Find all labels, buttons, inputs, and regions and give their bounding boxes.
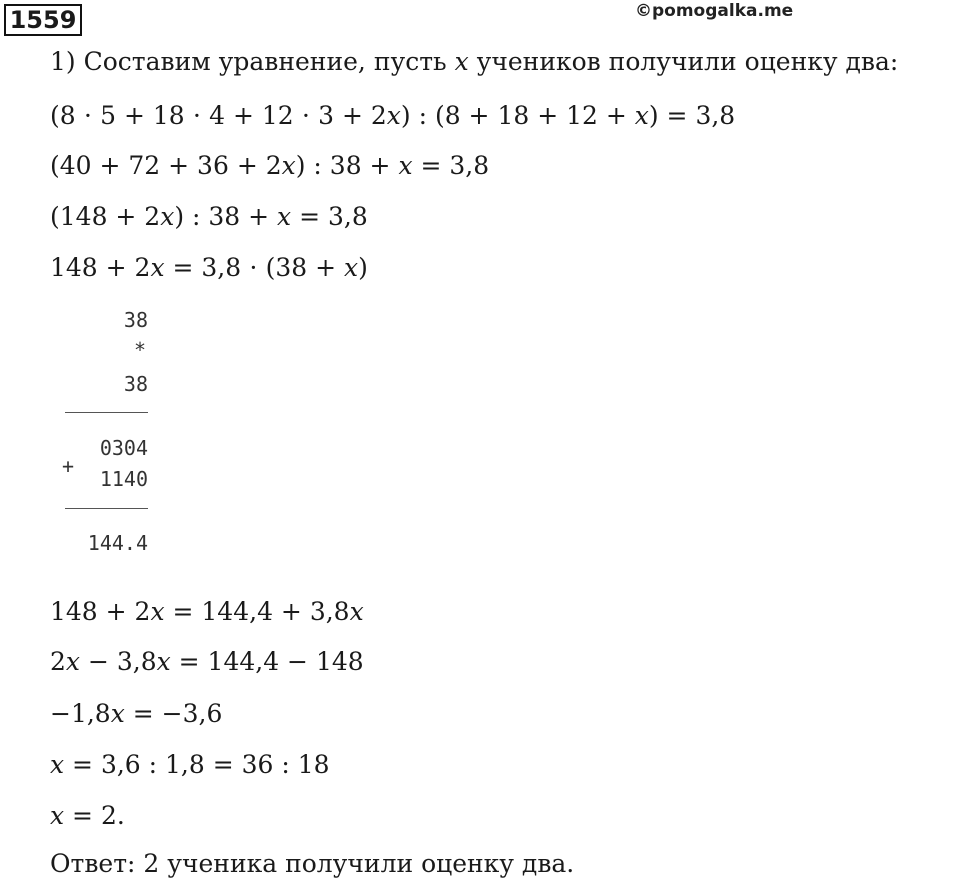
multiply-sign: *	[133, 338, 146, 362]
equation-line-6: 148 + 2𝑥 = 144,4 + 3,8𝑥	[50, 597, 364, 626]
calc-rule-2	[65, 508, 148, 509]
partial-product-1: 0304	[99, 436, 148, 460]
column-multiplication	[60, 305, 160, 565]
partial-product-2: 1140	[99, 467, 148, 491]
text-line-1: 1) Составим уравнение, пусть 𝑥 учеников получили оценку два:	[50, 47, 899, 76]
factor-2: 38	[123, 372, 148, 396]
equation-line-2: (8 ⋅ 5 + 18 ⋅ 4 + 12 ⋅ 3 + 2𝑥) : (8 + 18 + 12 + 𝑥) = 3,8	[50, 101, 736, 130]
calc-rule-1	[65, 412, 148, 413]
equation-line-4: (148 + 2𝑥) : 38 + 𝑥 = 3,8	[50, 202, 368, 231]
plus-sign: +	[62, 454, 75, 478]
equation-line-8: −1,8𝑥 = −3,6	[50, 699, 223, 728]
equation-line-9: 𝑥 = 3,6 : 1,8 = 36 : 18	[50, 750, 330, 779]
equation-line-10: 𝑥 = 2.	[50, 801, 125, 830]
watermark: ©pomogalka.me	[635, 1, 794, 21]
problem-number: 1559	[4, 4, 82, 36]
factor-1: 38	[123, 308, 148, 332]
equation-line-3: (40 + 72 + 36 + 2𝑥) : 38 + 𝑥 = 3,8	[50, 151, 490, 180]
answer-line: Ответ: 2 ученика получили оценку два.	[50, 849, 575, 878]
calc-result: 144.4	[87, 531, 148, 555]
equation-line-7: 2𝑥 − 3,8𝑥 = 144,4 − 148	[50, 647, 364, 676]
equation-line-5: 148 + 2𝑥 = 3,8 ⋅ (38 + 𝑥)	[50, 253, 368, 282]
